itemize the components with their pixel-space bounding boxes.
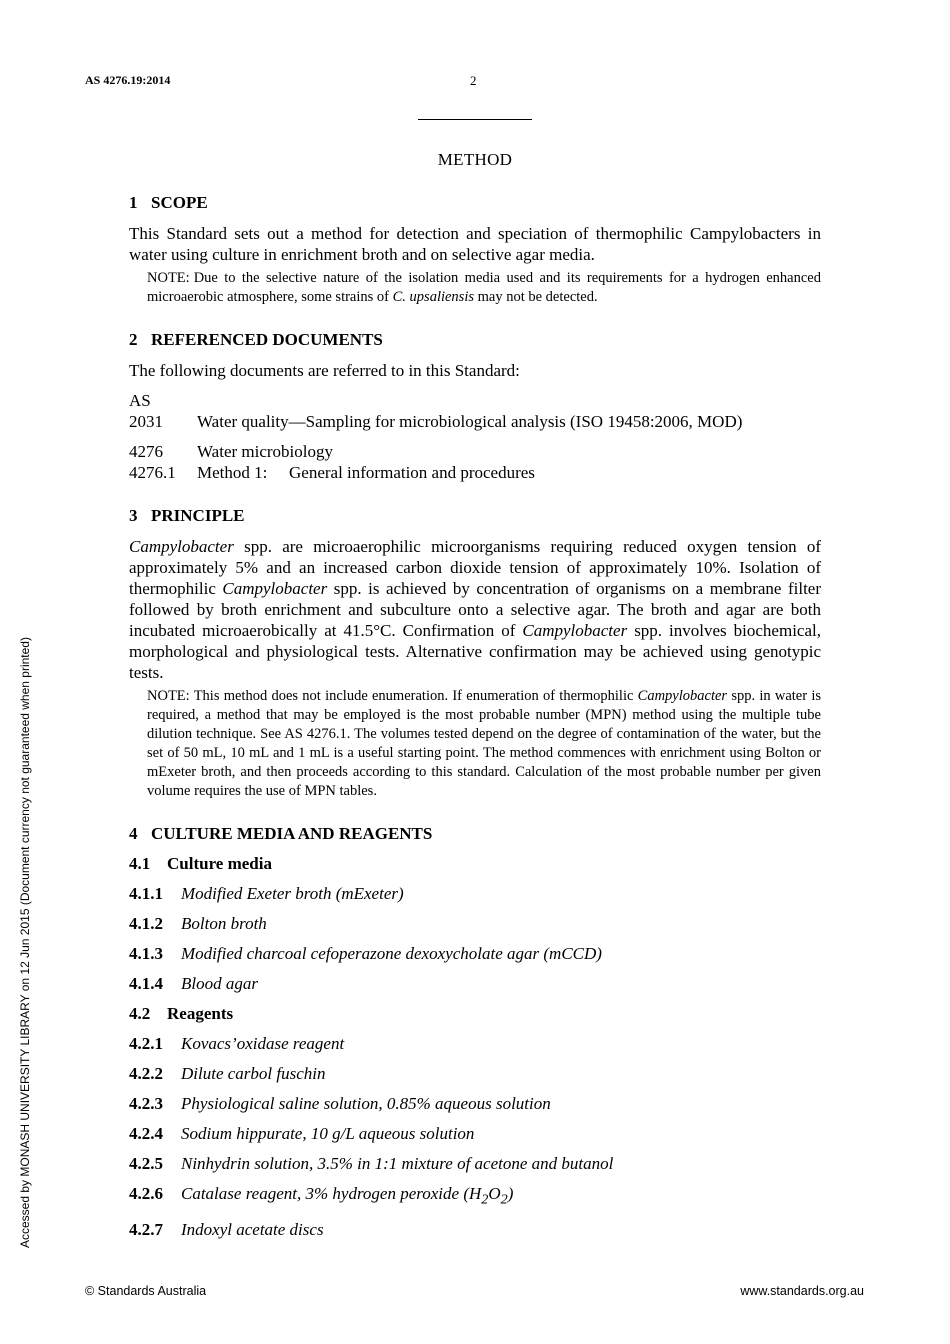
reference-row: 2031 Water quality—Sampling for microbiological analysis (ISO 19458:2006, MOD): [129, 412, 743, 431]
subsection-heading-reagents: 4.2 Reagents: [129, 1004, 234, 1023]
document-id: AS 4276.19:2014: [85, 73, 171, 87]
reference-row: 4276.1 Method 1: General information and procedures: [129, 463, 535, 482]
referenced-series: AS: [129, 391, 151, 410]
scope-paragraph: This Standard sets out a method for detection and speciation of thermophilic Campylobacters in water using culture in enrichment broth and on selective agar media.: [129, 224, 821, 264]
section-heading-principle: 3 PRINCIPLE: [129, 506, 245, 525]
reference-row: 4276 Water microbiology: [129, 442, 334, 461]
access-watermark: Accessed by MONASH UNIVERSITY LIBRARY on 12 Jun 2015 (Document currency not guaranteed when printed): [18, 637, 32, 1248]
list-item: 4.1.1 Modified Exeter broth (mExeter): [129, 884, 404, 903]
principle-note: NOTE: This method does not include enumeration. If enumeration of thermophilic Campylobacter spp. in water is required, a method that may be employed is the most probable number (MPN) method using the multiple tube dilution technique. See AS 4276.1. The volumes tested depend on the degree of contamination of the water, but the set of 50 mL, 10 mL and 1 mL is a useful starting point. The method commences with enrichment using Bolton or mExeter broth, and then proceeds according to this standard. Calculation of the most probable number per given volume requires the use of MPN tables.: [147, 688, 821, 799]
list-item: 4.1.2 Bolton broth: [129, 914, 267, 933]
referenced-intro: The following documents are referred to in this Standard:: [129, 361, 520, 380]
list-item: 4.1.4 Blood agar: [129, 974, 258, 993]
section-heading-referenced-documents: 2 REFERENCED DOCUMENTS: [129, 330, 383, 349]
list-item: 4.2.4 Sodium hippurate, 10 g/L aqueous solution: [129, 1124, 475, 1143]
list-item: 4.2.2 Dilute carbol fuschin: [129, 1064, 326, 1083]
section-heading-scope: 1 SCOPE: [129, 193, 208, 212]
list-item: 4.1.3 Modified charcoal cefoperazone dexoxycholate agar (mCCD): [129, 944, 602, 963]
page-number: 2: [470, 73, 477, 88]
document-body: [129, 192, 821, 1240]
scope-note: NOTE: Due to the selective nature of the isolation media used and its requirements for a hydrogen enhanced microaerobic atmosphere, some strains of C. upsaliensis may not be detected.: [147, 270, 821, 305]
footer-copyright: © Standards Australia: [85, 1284, 207, 1298]
header-rule: [418, 119, 532, 120]
principle-paragraph: Campylobacter spp. are microaerophilic microorganisms requiring reduced oxygen tension of approximately 5% and an increased carbon dioxide tension of approximately 10%. Isolation of thermophilic Campylobacter spp. is achieved by concentration of organisms on a membrane filter followed by broth enrichment and subculture onto a selective agar. The broth and agar are both incubated microaerobically at 41.5°C. Confirmation of Campylobacter spp. involves biochemical, morphological and physiological tests. Alternative confirmation may be achieved using genotypic tests.: [129, 537, 822, 682]
list-item: 4.2.1 Kovacs’oxidase reagent: [129, 1034, 345, 1053]
list-item: 4.2.3 Physiological saline solution, 0.85% aqueous solution: [129, 1094, 551, 1113]
subsection-heading-culture-media: 4.1 Culture media: [129, 854, 272, 873]
section-heading-culture-media: 4 CULTURE MEDIA AND REAGENTS: [129, 824, 433, 843]
list-item: 4.2.7 Indoxyl acetate discs: [129, 1220, 324, 1240]
footer-website: www.standards.org.au: [740, 1284, 864, 1298]
list-item: 4.2.5 Ninhydrin solution, 3.5% in 1:1 mixture of acetone and butanol: [129, 1154, 614, 1173]
page-title: METHOD: [437, 150, 513, 169]
list-item: 4.2.6 Catalase reagent, 3% hydrogen peroxide $(H_2O_2)$: [129, 1184, 514, 1208]
